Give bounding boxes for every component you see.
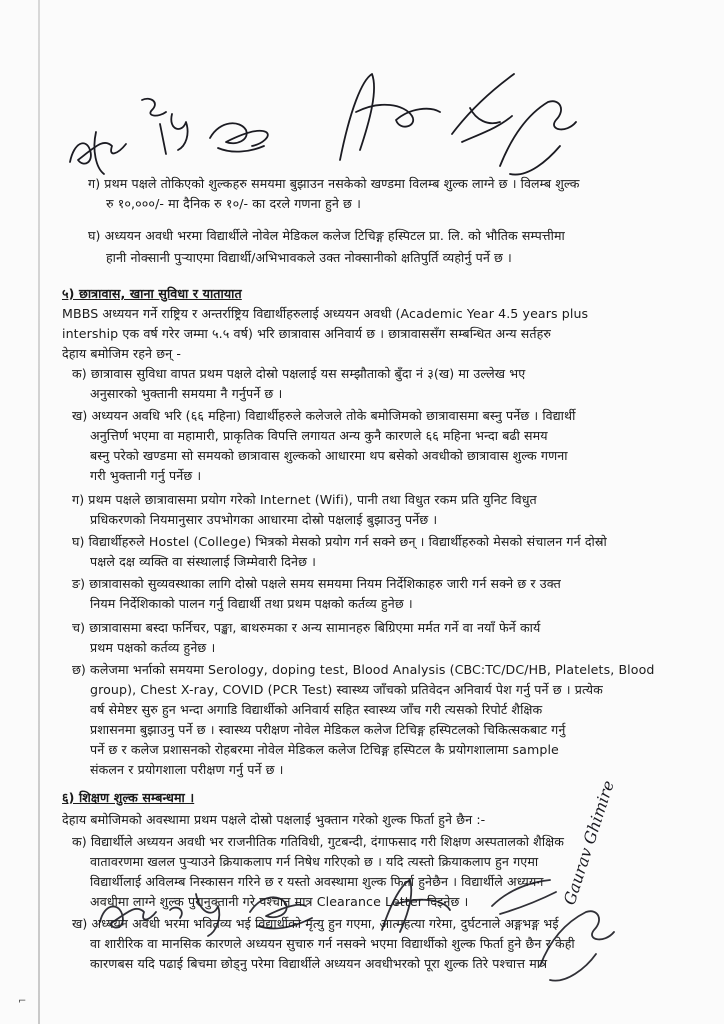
clause-6-ka-line-1: क) विद्यार्थीले अध्ययन अवधी भर राजनीतिक गतिविधी, गुटबन्दी, दंगाफसाद गरी शिक्षण अस्पतालको शैक्षिक — [72, 834, 565, 849]
clause-4-gha-line-2: हानी नोक्सानी पुऱ्याएमा विद्यार्थी/अभिभावकले उक्त नोक्सानीको क्षतिपुर्ति व्यहोर्नु पर्ने छ । — [106, 250, 512, 265]
clause-5-cha-line-1: च) छात्रावासमा बस्दा फर्निचर, पङ्खा, बाथरुमका र अन्य सामानहरु बिग्रिएमा मर्मत गर्ने वा नयाँ फेर्ने कार्य — [72, 620, 541, 635]
clause-5-nga-line-2: नियम निर्देशिकाको पालन गर्नु विद्यार्थी तथा प्रथम पक्षको कर्तव्य हुनेछ । — [90, 596, 413, 611]
signature-6 — [540, 911, 614, 980]
clause-6-kha-line-1: ख) अध्ययन अवधी भरमा भवितव्य भई विद्यार्थीको मृत्यु हुन गएमा, आत्महत्या गरेमा, दुर्घटनाले अङ्गभङ्ग भई — [72, 916, 559, 931]
signature-1 — [100, 906, 156, 927]
section-5-intro-line-1: MBBS अध्ययन गर्ने राष्ट्रिय र अन्तर्राष्ट्रिय विद्यार्थीहरुलाई अध्ययन अवधी (Academic Year 4.5 years plus — [62, 306, 589, 321]
clause-5-ka-line-1: क) छात्रावास सुविधा वापत प्रथम पक्षले दोस्रो पक्षलाई यस सम्झौताको बुँदा नं ३(ख) मा उल्लेख भए — [72, 366, 526, 381]
clause-5-ka-line-2: अनुसारको भुक्तानी समयमा नै गर्नुपर्ने छ । — [90, 386, 283, 401]
clause-5-gha-line-2: पक्षले दक्ष व्यक्ति वा संस्थालाई जिम्मेवारी दिनेछ । — [90, 554, 316, 569]
clause-6-kha-line-3: कारणबस यदि पढाई बिचमा छोड्नु परेमा विद्यार्थीले अध्ययन अवधीभरको पूरा शुल्क तिरे पश्चात्त मात्र — [90, 956, 548, 971]
corner-mark: ⌐ — [18, 996, 27, 1007]
section-5-intro-line-3: देहाय बमोजिम रहने छन् - — [62, 346, 181, 361]
clause-5-chha-line-1: छ) कलेजमा भर्नाको समयमा Serology, doping test, Blood Analysis (CBC:TC/DC/HB, Platelets, Blood — [72, 662, 655, 677]
clause-5-chha-line-3: वर्ष सेमेष्टर सुरु हुन भन्दा अगाडि विद्यार्थीको अनिवार्य सहित स्वास्थ्य जाँच गरी त्यसको रिपोर्ट शैक्षिक — [90, 702, 543, 717]
clause-5-chha-line-5: पर्ने छ र कलेज प्रशासनको रोहबरमा नोवेल मेडिकल कलेज टिचिङ्ग हस्पिटल कै प्रयोगशालामा sample — [90, 742, 559, 757]
clause-4-gha-line-1: घ) अध्ययन अवधी भरमा विद्यार्थीले नोवेल मेडिकल कलेज टिचिङ्ग हस्पिटल प्रा. लि. को भौतिक सम्पत्तीमा — [88, 228, 565, 243]
clause-5-chha-line-2: group), Chest X-ray, COVID (PCR Test) स्वास्थ्य जाँचको प्रतिवेदन अनिवार्य पेश गर्नु पर्ने छ । प्रत्येक — [90, 682, 603, 697]
clause-6-ka-line-2: वातावरणमा खलल पुऱ्याउने क्रियाकलाप गर्न निषेध गरिएको छ । यदि त्यस्तो क्रियाकलाप हुन गएमा — [90, 854, 539, 869]
signature-script-text: Gaurav Ghimire — [559, 778, 618, 908]
clause-5-kha-line-3: बस्नु परेको खण्डमा सो समयको छात्रावास शुल्कको आधारमा थप बसेको अवधीको छात्रावास शुल्क गणना — [90, 448, 568, 463]
section-6-heading: ६) शिक्षण शुल्क सम्बन्धमा । — [62, 790, 195, 805]
clause-5-gha-line-1: घ) विद्यार्थीहरुले Hostel (College) भित्रको मेसको प्रयोग गर्न सक्ने छन् । विद्यार्थीहरुको मेसको संचालन गर्न दोस्रो — [72, 534, 607, 549]
clause-5-ga-line-2: प्रधिकरणको नियमानुसार उपभोगका आधारमा दोस्रो पक्षलाई बुझाउनु पर्नेछ । — [90, 512, 438, 527]
clause-6-kha-line-2: वा शारीरिक वा मानसिक कारणले अध्ययन सुचारु गर्न नसक्ने भएमा विद्यार्थीको शुल्क फिर्ता हुने छैन र केही — [90, 936, 575, 951]
clause-5-kha-line-4: गरी भुक्तानी गर्नु पर्नेछ । — [90, 468, 202, 483]
clause-4-ga-line-2: रु १०,०००/- मा दैनिक रु १०/- का दरले गणना हुने छ । — [106, 196, 361, 211]
clause-5-chha-line-4: प्रशासनमा बुझाउनु पर्ने छ । स्वास्थ्य परीक्षण नोवेल मेडिकल कलेज टिचिङ्ग हस्पिटलको चिकित्सकबाट गर्नु — [90, 722, 566, 737]
signature-5 — [492, 880, 556, 914]
clause-5-kha-line-2: अनुत्तिर्ण भएमा वा महामारी, प्राकृतिक विपत्ति लगायत अन्य कुनै कारणले ६६ महिना भन्दा बढी समय — [90, 428, 548, 443]
signature-3 — [250, 897, 312, 928]
clause-5-nga-line-1: ङ) छात्रावासको सुव्यवस्थाका लागि दोस्रो पक्षले समय समयमा नियम निर्देशिकाहरु जारी गर्न सक्ने छ र उक्त — [72, 576, 561, 591]
section-5-intro-line-2: intership एक वर्ष गरेर जम्मा ५.५ वर्ष) भरि छात्रावास अनिवार्य छ । छात्रावाससँग सम्बन्धित अन्य सर्तहरु — [62, 326, 552, 341]
clause-5-ga-line-1: ग) प्रथम पक्षले छात्रावासमा प्रयोग गरेको Internet (Wifi), पानी तथा विधुत रकम प्रति युनिट विधुत — [72, 492, 537, 507]
clause-6-ka-line-3: विद्यार्थीलाई अविलम्ब निस्कासन गरिने छ र यस्तो अवस्थामा शुल्क फिर्ता हुनेछैन । विद्यार्थीले अध्ययन — [90, 874, 544, 889]
clause-4-ga-line-1: ग) प्रथम पक्षले तोकिएको शुल्कहरु समयमा बुझाउन नसकेको खण्डमा विलम्ब शुल्क लाग्ने छ । विलम्ब शुल्क — [88, 176, 580, 191]
section-5-heading: ५) छात्रावास, खाना सुविधा र यातायात — [62, 286, 242, 301]
clause-5-chha-line-6: संकलन र प्रयोगशाला परीक्षण गर्नु पर्ने छ । — [90, 762, 284, 777]
clause-5-cha-line-2: प्रथम पक्षको कर्तव्य हुनेछ । — [90, 640, 216, 655]
clause-6-ka-line-4: अवधीमा लाग्ने शुल्क पुरानुक्तानी गरे पश्चात मात्र Clearance Letter दिइनेछ । — [90, 894, 469, 909]
signature-2 — [170, 894, 219, 936]
section-6-intro-line-1: देहाय बमोजिमको अवस्थामा प्रथम पक्षले दोस्रो पक्षलाई भुक्तान गरेको शुल्क फिर्ता हुने छैन :- — [62, 812, 486, 827]
signature-4 — [382, 880, 450, 932]
clause-5-kha-line-1: ख) अध्ययन अवधि भरि (६६ महिना) विद्यार्थीहरुले कलेजले तोके बमोजिमको छात्रावासमा बस्नु पर्नेछ । विद्यार्थी — [72, 408, 576, 423]
